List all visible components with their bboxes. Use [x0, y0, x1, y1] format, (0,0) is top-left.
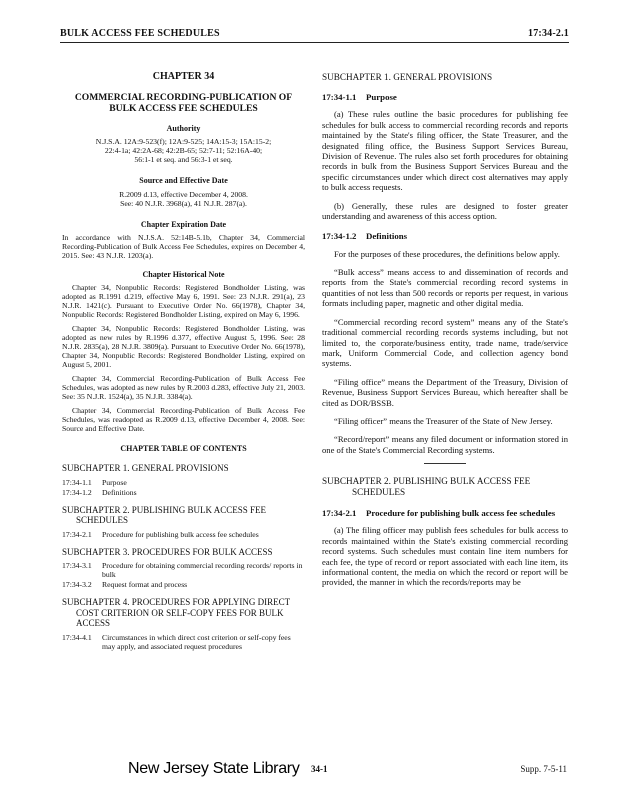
page-number: 34-1: [311, 764, 328, 774]
right-column: [322, 72, 568, 596]
section-number: 17:34-2.1: [322, 508, 357, 519]
subchapter-1-heading: SUBCHAPTER 1. GENERAL PROVISIONS: [322, 72, 493, 82]
definition-paragraph: “Filing office” means the Department of the Treasury, Division of Revenue, Business Support Services Bureau, which hereafter shall be cited as DOR/BSSB.: [322, 376, 568, 408]
section-number: 17:34-1.1: [322, 92, 357, 103]
toc-entry-title: Procedure for obtaining commercial recording records/ reports in bulk: [102, 561, 303, 580]
definition-paragraph: “Commercial recording record system” means any of the State's traditional commercial recording records systems including, but not limited to, the corporate/business entity, trade name, trade/service mark, Uniform Commercial Code, and collection agency bond systems.: [322, 316, 568, 369]
toc-entry[interactable]: [62, 488, 305, 497]
toc-entry-number: 17:34-2.1: [62, 529, 92, 539]
toc-entry-number: 17:34-1.1: [62, 477, 92, 487]
toc-subchapter-line: SUBCHAPTER 1. GENERAL PROVISIONS: [62, 463, 229, 474]
toc-entry-title: Purpose: [102, 477, 127, 487]
section-heading-purpose: [322, 92, 568, 102]
authority-text: [62, 137, 305, 164]
supplement-date: Supp. 7-5-11: [520, 764, 567, 774]
toc-entry[interactable]: [62, 530, 305, 539]
definition-paragraph: “Bulk access” means access to and dissemination of records and reports from the State's commercial recording record systems in quantities of not less than 500 records or reports per request, in various formats including paper, magnetic and other digital media.: [322, 267, 568, 309]
section-title: Definitions: [366, 231, 408, 242]
toc-subchapter-4: [62, 597, 305, 651]
authority-heading: Authority: [166, 124, 201, 134]
chapter-title-line: COMMERCIAL RECORDING-PUBLICATION OF: [74, 92, 293, 104]
authority-line: 22:4-1a; 42:2A-68; 42:2B-65; 52:7-11; 52:16A-40;: [104, 146, 263, 156]
authority-line: N.J.S.A. 12A:9-523(f); 12A:9-525; 14A:15-3; 15A:15-2;: [95, 137, 272, 147]
body-paragraph: (a) These rules outline the basic procedures for publishing fee schedules for bulk access to commercial recording records and reports maintained by the State's filing officer, the State Treasurer, and the designated filing office, the Business Support Services Bureau, Division of Revenue. The rules also set forth procedures for obtaining records in bulk from the Business Support Services Bureau and the specific circumstances under which direct cost alternatives may apply to bulk access requests.: [322, 109, 568, 193]
toc-entry-number: 17:34-4.1: [62, 632, 92, 642]
chapter-number: CHAPTER 34: [152, 71, 215, 82]
toc-subchapter-line: SUBCHAPTER 2. PUBLISHING BULK ACCESS FEE: [62, 504, 267, 515]
toc-subchapter-2: [62, 505, 305, 539]
toc-subchapter-line: COST CRITERION OR SELF-COPY FEES FOR BULK ACCESS: [76, 607, 284, 629]
toc-entry-number: 17:34-3.1: [62, 561, 92, 571]
toc-subchapter-3: [62, 547, 305, 590]
toc-entry-title: Circumstances in which direct cost criterion or self-copy fees may apply, and associated request procedures: [102, 632, 291, 651]
expiration-text: In accordance with N.J.S.A. 52:14B-5.1b, Chapter 34, Commercial Recording-Publication of Bulk Access Fee Schedules, expires on December 4, 2015. See: 43 N.J.R. 1203(a).: [62, 232, 305, 260]
toc-entry-title: Request format and process: [102, 580, 188, 590]
subchapter-2-heading: [322, 476, 568, 498]
toc-subchapter-1: [62, 463, 305, 497]
toc-subchapter-line: SUBCHAPTER 3. PROCEDURES FOR BULK ACCESS: [62, 546, 273, 557]
section-heading-procedure: [322, 508, 568, 518]
section-heading-definitions: [322, 231, 568, 241]
section-title: Purpose: [366, 92, 397, 103]
toc-subchapter-title: [62, 463, 305, 474]
toc-entry[interactable]: [62, 478, 305, 487]
toc-entry[interactable]: [62, 580, 305, 589]
source-line: See: 40 N.J.R. 3968(a), 41 N.J.R. 287(a).: [120, 198, 247, 208]
body-paragraph: For the purposes of these procedures, the definitions below apply.: [334, 248, 560, 259]
history-paragraph: Chapter 34, Nonpublic Records: Registered Bondholder Listing, was adopted as new rules by R.1996 d.377, effective August 5, 1996. See: 28 N.J.R. 2835(a), 28 N.J.R. 3809(a). Pursuant to Executive Order No. 66(1978), Chapter 34, Nonpublic Records: Registered Bondholder Listing, expired on August 5, 2001.: [62, 324, 305, 370]
toc-subchapter-line: SUBCHAPTER 4. PROCEDURES FOR APPLYING DIRECT: [62, 597, 291, 608]
subchapter-heading-line: SUBCHAPTER 2. PUBLISHING BULK ACCESS FEE: [322, 476, 531, 487]
toc-entry-title: Procedure for publishing bulk access fee schedules: [102, 529, 259, 539]
toc-entry-number: 17:34-3.2: [62, 580, 92, 590]
expiration-heading: Chapter Expiration Date: [140, 219, 227, 229]
toc-heading: CHAPTER TABLE OF CONTENTS: [120, 444, 247, 454]
body-paragraph: (a) The filing officer may publish fees schedules for bulk access to records maintained within the State's existing commercial recording record systems. Such schedules must contain line item numbers for each fee, the type of record or report associated with each line item, its informational content, the media on which the record or report will be provided, the manner in which the records/reports may be: [322, 525, 568, 588]
history-paragraph: Chapter 34, Nonpublic Records: Registered Bondholder Listing, was adopted as R.1991 d.219, effective May 6, 1991. See: 23 N.J.R. 291(a), 23 N.J.R. 1421(c). Pursuant to Executive Order No. 66(1978), Chapter 34, Nonpublic Records: Registered Bondholder Listing, expired on May 6, 1996.: [62, 283, 305, 320]
body-paragraph: (b) Generally, these rules are designed to foster greater understanding and awareness of this access option.: [322, 200, 568, 222]
definition-paragraph: “Filing officer” means the Treasurer of the State of New Jersey.: [334, 415, 553, 426]
section-title: Procedure for publishing bulk access fee schedules: [366, 508, 556, 519]
toc-subchapter-title: [62, 505, 305, 526]
toc-subchapter-line: SCHEDULES: [76, 515, 129, 526]
subchapter-heading-line: SCHEDULES: [352, 487, 406, 498]
definition-paragraph: “Record/report” means any filed document or information stored in one of the State's Commercial Recording systems.: [322, 434, 568, 455]
toc-entry-number: 17:34-1.2: [62, 487, 92, 497]
left-column: [62, 72, 305, 652]
toc-subchapter-title: [62, 547, 305, 558]
history-paragraph: Chapter 34, Commercial Recording-Publication of Bulk Access Fee Schedules, was adopted as new rules by R.2003 d.283, effective July 21, 2003. See: 35 N.J.R. 1524(a), 35 N.J.R. 3384(a).: [62, 374, 305, 402]
toc-entry[interactable]: [62, 633, 305, 651]
history-heading: Chapter Historical Note: [142, 269, 225, 279]
section-number: 17:34-1.2: [322, 231, 357, 242]
history-paragraph: Chapter 34, Commercial Recording-Publication of Bulk Access Fee Schedules, was readopted as R.2009 d.13, effective December 4, 2008. See: Source and Effective Date.: [62, 406, 305, 434]
source-line: R.2009 d.13, effective December 4, 2008.: [119, 189, 248, 199]
toc-entry-title: Definitions: [102, 487, 137, 497]
toc-subchapter-title: [62, 597, 305, 629]
toc-entry[interactable]: [62, 561, 305, 579]
authority-line: 56:1-1 et seq. and 56:3-1 et seq.: [134, 155, 233, 165]
chapter-title: [62, 92, 305, 114]
chapter-title-line: BULK ACCESS FEE SCHEDULES: [109, 103, 258, 115]
section-divider: [424, 463, 466, 464]
header-rule: [60, 42, 569, 43]
library-watermark-logo: New Jersey State Library: [128, 760, 300, 777]
source-heading: Source and Effective Date: [139, 176, 228, 186]
source-text: [62, 190, 305, 208]
header-title: BULK ACCESS FEE SCHEDULES: [60, 28, 220, 39]
header-section-number: 17:34-2.1: [528, 28, 569, 39]
